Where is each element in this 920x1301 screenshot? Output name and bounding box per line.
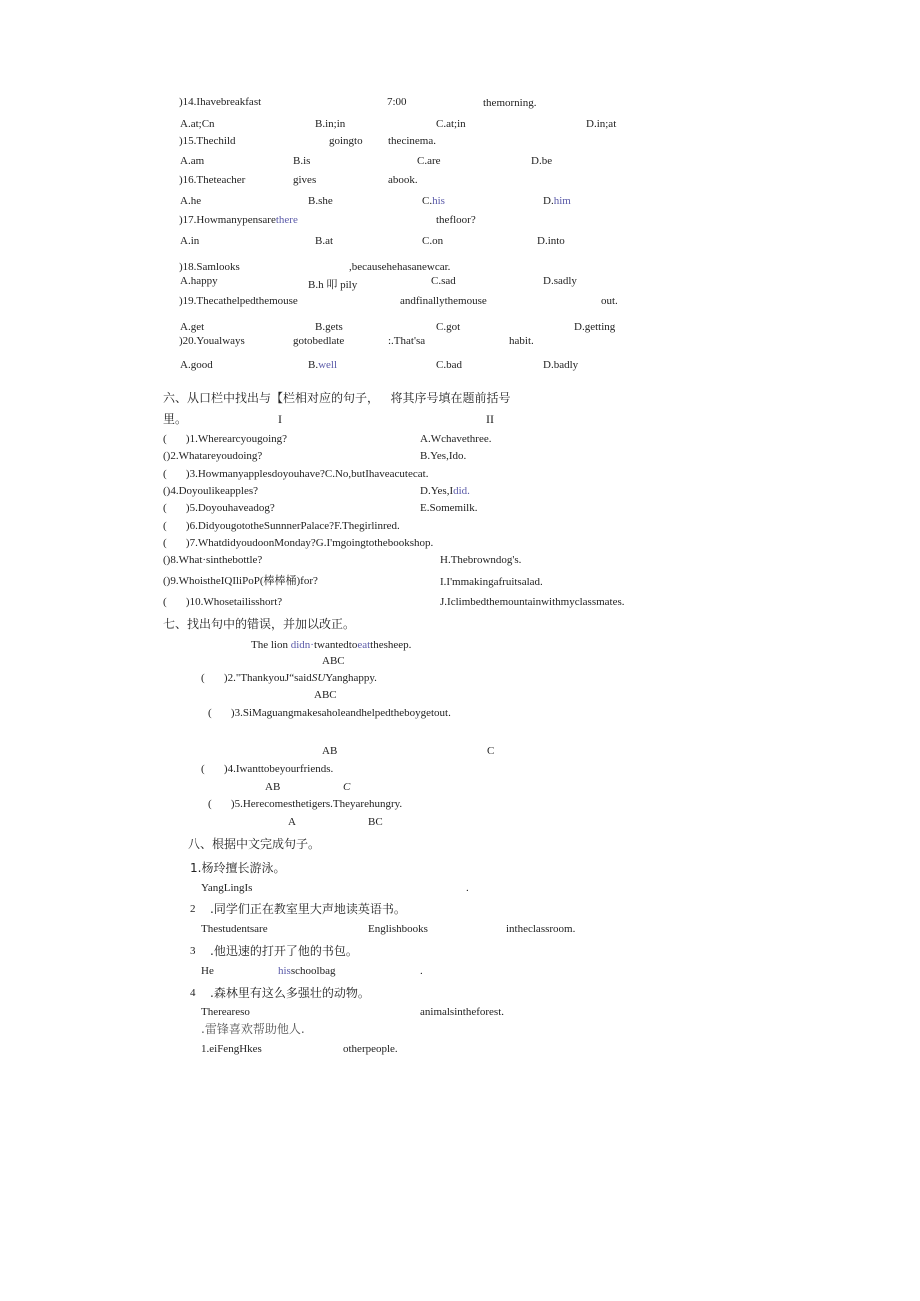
translate-5-chinese: .雷锋喜欢帮助他人. xyxy=(201,1022,305,1036)
q20-stem-end: habit. xyxy=(509,335,534,347)
translate-5-english-a: 1.eiFengHkes xyxy=(201,1043,262,1055)
q19-option-c: C.got xyxy=(436,321,461,333)
match-row-5-answer: E.Somemilk. xyxy=(420,502,478,514)
q17-stem-start: )17.Howmanypensare xyxy=(179,214,276,226)
q19-stem: )19.Thecathelpedthemouse xyxy=(179,295,298,307)
q18-option-b: B.h 叩 pily xyxy=(308,279,358,291)
match-row-1-answer: A.Wchavethree. xyxy=(420,433,492,445)
q18-stem: )18.Samlooks xyxy=(179,261,240,273)
translate-1-chinese: 1.杨玲擅长游泳。 xyxy=(190,861,286,875)
q15-option-d: D.be xyxy=(531,155,553,167)
q16-stem-end: abook. xyxy=(388,174,418,186)
q14-option-a: A.at;Cn xyxy=(180,118,215,130)
translate-4-english-a: Thereareso xyxy=(201,1006,250,1018)
q20-stem: )20.Youalways xyxy=(179,335,245,347)
translate-2-english-a: Thestudentsare xyxy=(201,923,268,935)
match-row-5-question: ( )5.Doyouhaveadog? xyxy=(163,502,275,514)
q19-stem-end: out. xyxy=(601,295,618,307)
match-row-6-question: ( )6.DidyougototheSunnnerPalace?F.Thegirlinred. xyxy=(163,520,400,532)
q16-option-c xyxy=(422,196,445,207)
match-row-8-question: ()8.What·sinthebottle? xyxy=(163,554,263,566)
q20-option-b xyxy=(308,360,337,371)
translate-4-chinese: .森林里有这么多强壮的动物。 xyxy=(210,986,370,1000)
match-row-9-answer: I.I'mmakingafruitsalad. xyxy=(440,576,543,588)
q18-option-c: C.sad xyxy=(431,275,456,287)
q17-option-b: B.at xyxy=(315,235,334,247)
error-sentence-1-e: thesheep. xyxy=(370,639,412,651)
q16-stem-mid: gives xyxy=(293,174,317,186)
translate-2-english-b: Englishbooks xyxy=(368,923,428,935)
match-row-4-answer-start: D.Yes,I xyxy=(420,485,454,497)
translate-5-english-b: otherpeople. xyxy=(343,1043,398,1055)
q14-stem: )14.Ihavebreakfast xyxy=(179,96,262,108)
translate-1-period: . xyxy=(466,882,469,894)
q16-option-c-letter: C. xyxy=(422,195,433,207)
error-sentence-4-letter-c: C xyxy=(343,781,351,793)
translate-3-schoolbag: schoolbag xyxy=(290,965,336,977)
q14-option-b: B.in;in xyxy=(315,118,346,130)
q17-option-d: D.into xyxy=(537,235,565,247)
error-sentence-5: ( )5.Herecomesthetigers.Theyarehungry. xyxy=(208,798,403,810)
q14-stem-time: 7:00 xyxy=(387,96,407,108)
error-sentence-2-end: Yanghappy. xyxy=(325,672,377,684)
q15-stem: )15.Thechild xyxy=(179,135,236,147)
q14-stem-end: themorning. xyxy=(483,97,537,109)
match-row-2-answer: B.Yes,Ido. xyxy=(420,450,467,462)
translate-4-english-b: animalsintheforest. xyxy=(420,1006,505,1018)
q16-option-d xyxy=(543,196,571,207)
q20-option-d: D.badly xyxy=(543,359,579,371)
translate-2-chinese: .同学们正在教室里大声地读英语书。 xyxy=(210,902,406,916)
error-sentence-5-letters-bc: BC xyxy=(368,816,383,828)
q17-stem-end: thefloor? xyxy=(436,214,476,226)
translate-1-english: YangLingIs xyxy=(201,882,253,894)
q19-option-b: B.gets xyxy=(315,321,343,333)
q17-option-c: C.on xyxy=(422,235,444,247)
translate-2-number: 2 xyxy=(190,903,196,915)
q20-option-a: A.good xyxy=(180,359,213,371)
q19-option-d: D.getting xyxy=(574,321,616,333)
translate-3-english-b xyxy=(278,966,335,977)
q20-option-c: C.bad xyxy=(436,359,462,371)
error-sentence-3-letters-ab: AB xyxy=(322,745,338,757)
translate-3-his: his xyxy=(278,965,291,977)
translate-4-number: 4 xyxy=(190,987,196,999)
q20-option-b-letter: B. xyxy=(308,359,319,371)
q17-option-a: A.in xyxy=(180,235,200,247)
error-sentence-1-a: The lion xyxy=(251,639,291,651)
q20-option-b-word: well xyxy=(318,359,338,371)
match-row-4-answer-end: did. xyxy=(453,485,470,497)
q15-stem-end: thecinema. xyxy=(388,135,436,147)
error-sentence-4: ( )4.Iwanttobeyourfriends. xyxy=(201,763,334,775)
q16-option-c-word: his xyxy=(432,195,445,207)
section8-title: 八、根据中文完成句子。 xyxy=(188,837,321,851)
q14-option-c: C.at;in xyxy=(436,118,466,130)
translate-3-number: 3 xyxy=(190,945,196,957)
q16-stem: )16.Theteacher xyxy=(179,174,246,186)
error-sentence-2-su: SU xyxy=(311,672,326,684)
error-sentence-2 xyxy=(201,673,377,684)
q15-option-a: A.am xyxy=(180,155,205,167)
error-sentence-2-start: ( )2."ThankyouJ“said xyxy=(201,672,312,684)
q16-option-b: B.she xyxy=(308,195,333,207)
error-sentence-3: ( )3.SiMaguangmakesaholeandhelpedtheboygetout. xyxy=(208,707,451,719)
q16-option-d-word: him xyxy=(553,195,571,207)
q15-option-b: B.is xyxy=(293,155,311,167)
q15-stem-mid: goingto xyxy=(329,135,363,147)
q18-option-a: A.happy xyxy=(180,275,218,287)
error-sentence-1-letters: ABC xyxy=(322,655,345,667)
section6-col1-header: I xyxy=(278,412,282,426)
translate-3-period: . xyxy=(420,965,423,977)
match-row-9-question: ()9.WhoistheIQIliPoP(棒棒桶)for? xyxy=(163,575,318,587)
section7-title: 七、找出句中的错误，并加以改正。 xyxy=(163,617,356,631)
translate-2-english-c: intheclassroom. xyxy=(506,923,576,935)
match-row-10-answer: J.Iclimbedthemountainwithmyclassmates. xyxy=(440,596,625,608)
section6-title: 六、从口栏中找出与【栏相对应的句子， 将其序号填在题前括号 xyxy=(163,391,511,405)
q19-option-a: A.get xyxy=(180,321,205,333)
match-row-10-question: ( )10.Whosetailisshort? xyxy=(163,596,283,608)
section6-title-cont: 里。 xyxy=(163,412,188,426)
q20-stem-mid2: :.That'sa xyxy=(388,335,426,347)
match-row-2-question: ()2.Whatareyoudoing? xyxy=(163,450,263,462)
translate-3-english-a: He xyxy=(201,965,214,977)
q18-option-d: D.sadly xyxy=(543,275,577,287)
error-sentence-1-eat: eat xyxy=(357,639,371,651)
error-sentence-1-didnt: didn· xyxy=(290,639,314,651)
match-row-8-answer: H.Thebrowndog's. xyxy=(440,554,522,566)
error-sentence-1 xyxy=(251,640,411,651)
match-row-3-question: ( )3.Howmanyapplesdoyouhave?C.No,butIhaveacutecat. xyxy=(163,468,429,480)
section6-col2-header: II xyxy=(486,412,494,426)
match-row-4-answer xyxy=(420,486,470,497)
q16-option-d-letter: D. xyxy=(543,195,554,207)
match-row-7-question: ( )7.WhatdidyoudoonMonday?G.I'mgoingtothebookshop. xyxy=(163,537,434,549)
q17-stem xyxy=(179,215,298,226)
match-row-4-question: ()4.Doyoulikeapples? xyxy=(163,485,258,497)
translate-3-chinese: .他迅速的打开了他的书包。 xyxy=(210,944,358,958)
error-sentence-3-letter-c: C xyxy=(487,745,495,757)
error-sentence-1-c: twantedto xyxy=(313,639,358,651)
error-sentence-4-letters-ab: AB xyxy=(265,781,281,793)
error-sentence-2-letters: ABC xyxy=(314,689,337,701)
q20-stem-mid: gotobedlate xyxy=(293,335,345,347)
q16-option-a: A.he xyxy=(180,195,202,207)
q14-option-d: D.in;at xyxy=(586,118,617,130)
q15-option-c: C.are xyxy=(417,155,441,167)
q19-stem-mid: andfinallythemouse xyxy=(400,295,487,307)
q18-stem-end: ,becausehehasanewcar. xyxy=(349,261,451,273)
match-row-1-question: ( )1.Wherearcyougoing? xyxy=(163,433,288,445)
error-sentence-5-letter-a: A xyxy=(288,816,296,828)
q17-stem-there: there xyxy=(275,214,298,226)
